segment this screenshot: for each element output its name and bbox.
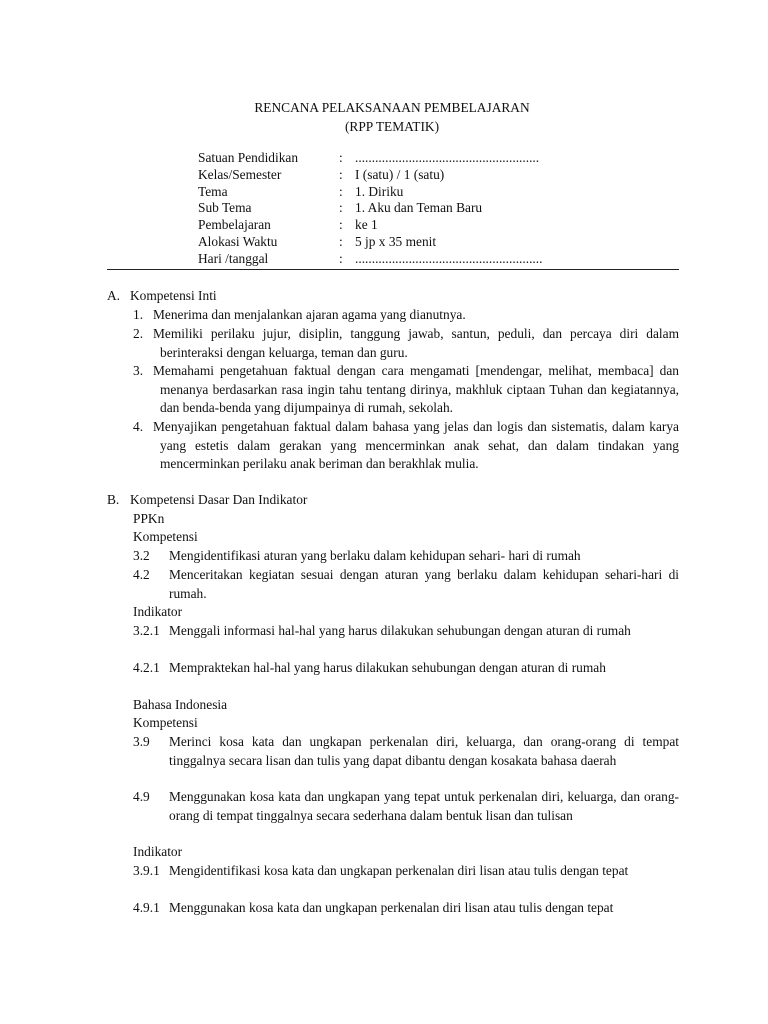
identity-value: 1. Diriku — [355, 183, 404, 199]
ki-item-text — [153, 418, 679, 474]
identity-row — [198, 150, 678, 167]
ki-item-number: 3. — [133, 363, 144, 378]
indikator-label: Indikator — [133, 604, 183, 619]
ki-item-number: 1. — [133, 307, 144, 322]
identity-value: ....................................................... — [355, 150, 540, 165]
identity-value: 1. Aku dan Teman Baru — [355, 200, 483, 216]
identity-value: ........................................................ — [355, 250, 543, 266]
ki-item-body: Memiliki perilaku jujur, disiplin, tanggung jawab, santun, peduli, dan percaya diri dalam berinteraksi dengan keluarga, teman dan guru. — [153, 326, 679, 360]
identity-colon: : — [339, 183, 343, 199]
ki-item-body: Memahami pengetahuan faktual dengan cara mengamati [mendengar, melihat, membaca] dan menanya berdasarkan rasa ingin tahu tentang dirinya, makhluk ciptaan Tuhan dan kegiatannya, dan benda-benda yang dijumpainya di rumah, sekolah. — [153, 363, 679, 416]
indikator-number: 3.9.1 — [133, 863, 160, 878]
identity-row — [198, 217, 678, 234]
identity-label: Hari /tanggal — [198, 250, 269, 266]
identity-value: ke 1 — [355, 217, 378, 233]
ki-item-number: 4. — [133, 419, 144, 434]
ki-item-body: Menyajikan pengetahuan faktual dalam bahasa yang jelas dan logis dan sistematis, dalam karya yang estetis dalam gerakan yang mencerminkan anak sehat, dan dalam tindakan yang mencerminkan perilaku anak beriman dan berakhlak mulia. — [153, 419, 679, 472]
kd-number: 3.2 — [133, 548, 150, 563]
identity-row — [198, 184, 678, 201]
ki-item-number: 2. — [133, 326, 144, 341]
section-b-marker: B. — [107, 492, 120, 507]
subject-name: Bahasa Indonesia — [133, 697, 228, 712]
identity-colon: : — [339, 233, 343, 249]
identity-label: Satuan Pendidikan — [198, 150, 299, 165]
document-title: RENCANA PELAKSANAAN PEMBELAJARAN — [254, 100, 530, 115]
identity-colon: : — [339, 250, 343, 266]
section-b-heading: Kompetensi Dasar Dan Indikator — [130, 492, 308, 507]
identity-label: Tema — [198, 183, 228, 199]
identity-row — [198, 251, 678, 268]
kd-number: 4.2 — [133, 567, 150, 582]
indikator-number: 4.9.1 — [133, 900, 160, 915]
identity-value: I (satu) / 1 (satu) — [355, 166, 445, 182]
kd-text: Mengidentifikasi aturan yang berlaku dalam kehidupan sehari- hari di rumah — [169, 548, 581, 563]
kompetensi-label: Kompetensi — [133, 529, 198, 544]
kd-text: Menceritakan kegiatan sesuai dengan aturan yang berlaku dalam kehidupan sehari-hari di rumah. — [169, 567, 679, 601]
indikator-text: Menggali informasi hal-hal yang harus dilakukan sehubungan dengan aturan di rumah — [169, 623, 631, 638]
kd-text: Merinci kosa kata dan ungkapan perkenalan diri, keluarga, dan orang-orang di tempat tinggalnya secara lisan dan tulis yang dapat dibantu dengan kosakata bahasa daerah — [169, 734, 679, 768]
identity-label: Sub Tema — [198, 200, 252, 216]
indikator-number: 4.2.1 — [133, 660, 160, 675]
indikator-text: Menggunakan kosa kata dan ungkapan perkenalan diri lisan atau tulis dengan tepat — [169, 900, 614, 915]
identity-label: Pembelajaran — [198, 217, 271, 233]
section-a-heading: Kompetensi Inti — [130, 288, 217, 303]
indikator-text: Mengidentifikasi kosa kata dan ungkapan perkenalan diri lisan atau tulis dengan tepat — [169, 863, 629, 878]
indikator-label: Indikator — [133, 844, 183, 859]
ki-item-text — [153, 362, 679, 418]
identity-label: Kelas/Semester — [198, 166, 282, 182]
kompetensi-label: Kompetensi — [133, 715, 198, 730]
indikator-number: 3.2.1 — [133, 623, 160, 638]
kd-number: 4.9 — [133, 789, 150, 804]
identity-row — [198, 234, 678, 251]
section-a-marker: A. — [107, 288, 121, 303]
identity-value: 5 jp x 35 menit — [355, 233, 437, 249]
identity-colon: : — [339, 150, 343, 165]
document-subtitle: (RPP TEMATIK) — [344, 119, 440, 134]
identity-label: Alokasi Waktu — [198, 233, 278, 249]
identity-table — [198, 150, 678, 268]
identity-colon: : — [339, 217, 343, 233]
kd-text: Menggunakan kosa kata dan ungkapan yang tepat untuk perkenalan diri, keluarga, dan orang-orang di tempat tinggalnya secara sederhana dalam bentuk lisan dan tulisan — [169, 789, 679, 823]
header-divider — [107, 269, 679, 270]
indikator-text: Mempraktekan hal-hal yang harus dilakukan sehubungan dengan aturan di rumah — [169, 660, 606, 675]
identity-colon: : — [339, 166, 343, 182]
identity-row — [198, 167, 678, 184]
identity-colon: : — [339, 200, 343, 216]
ki-item-text: Menerima dan menjalankan ajaran agama yang dianutnya. — [153, 307, 466, 322]
kd-number: 3.9 — [133, 734, 150, 749]
ki-item-text — [146, 325, 679, 362]
subject-name: PPKn — [133, 511, 165, 526]
identity-row — [198, 200, 678, 217]
